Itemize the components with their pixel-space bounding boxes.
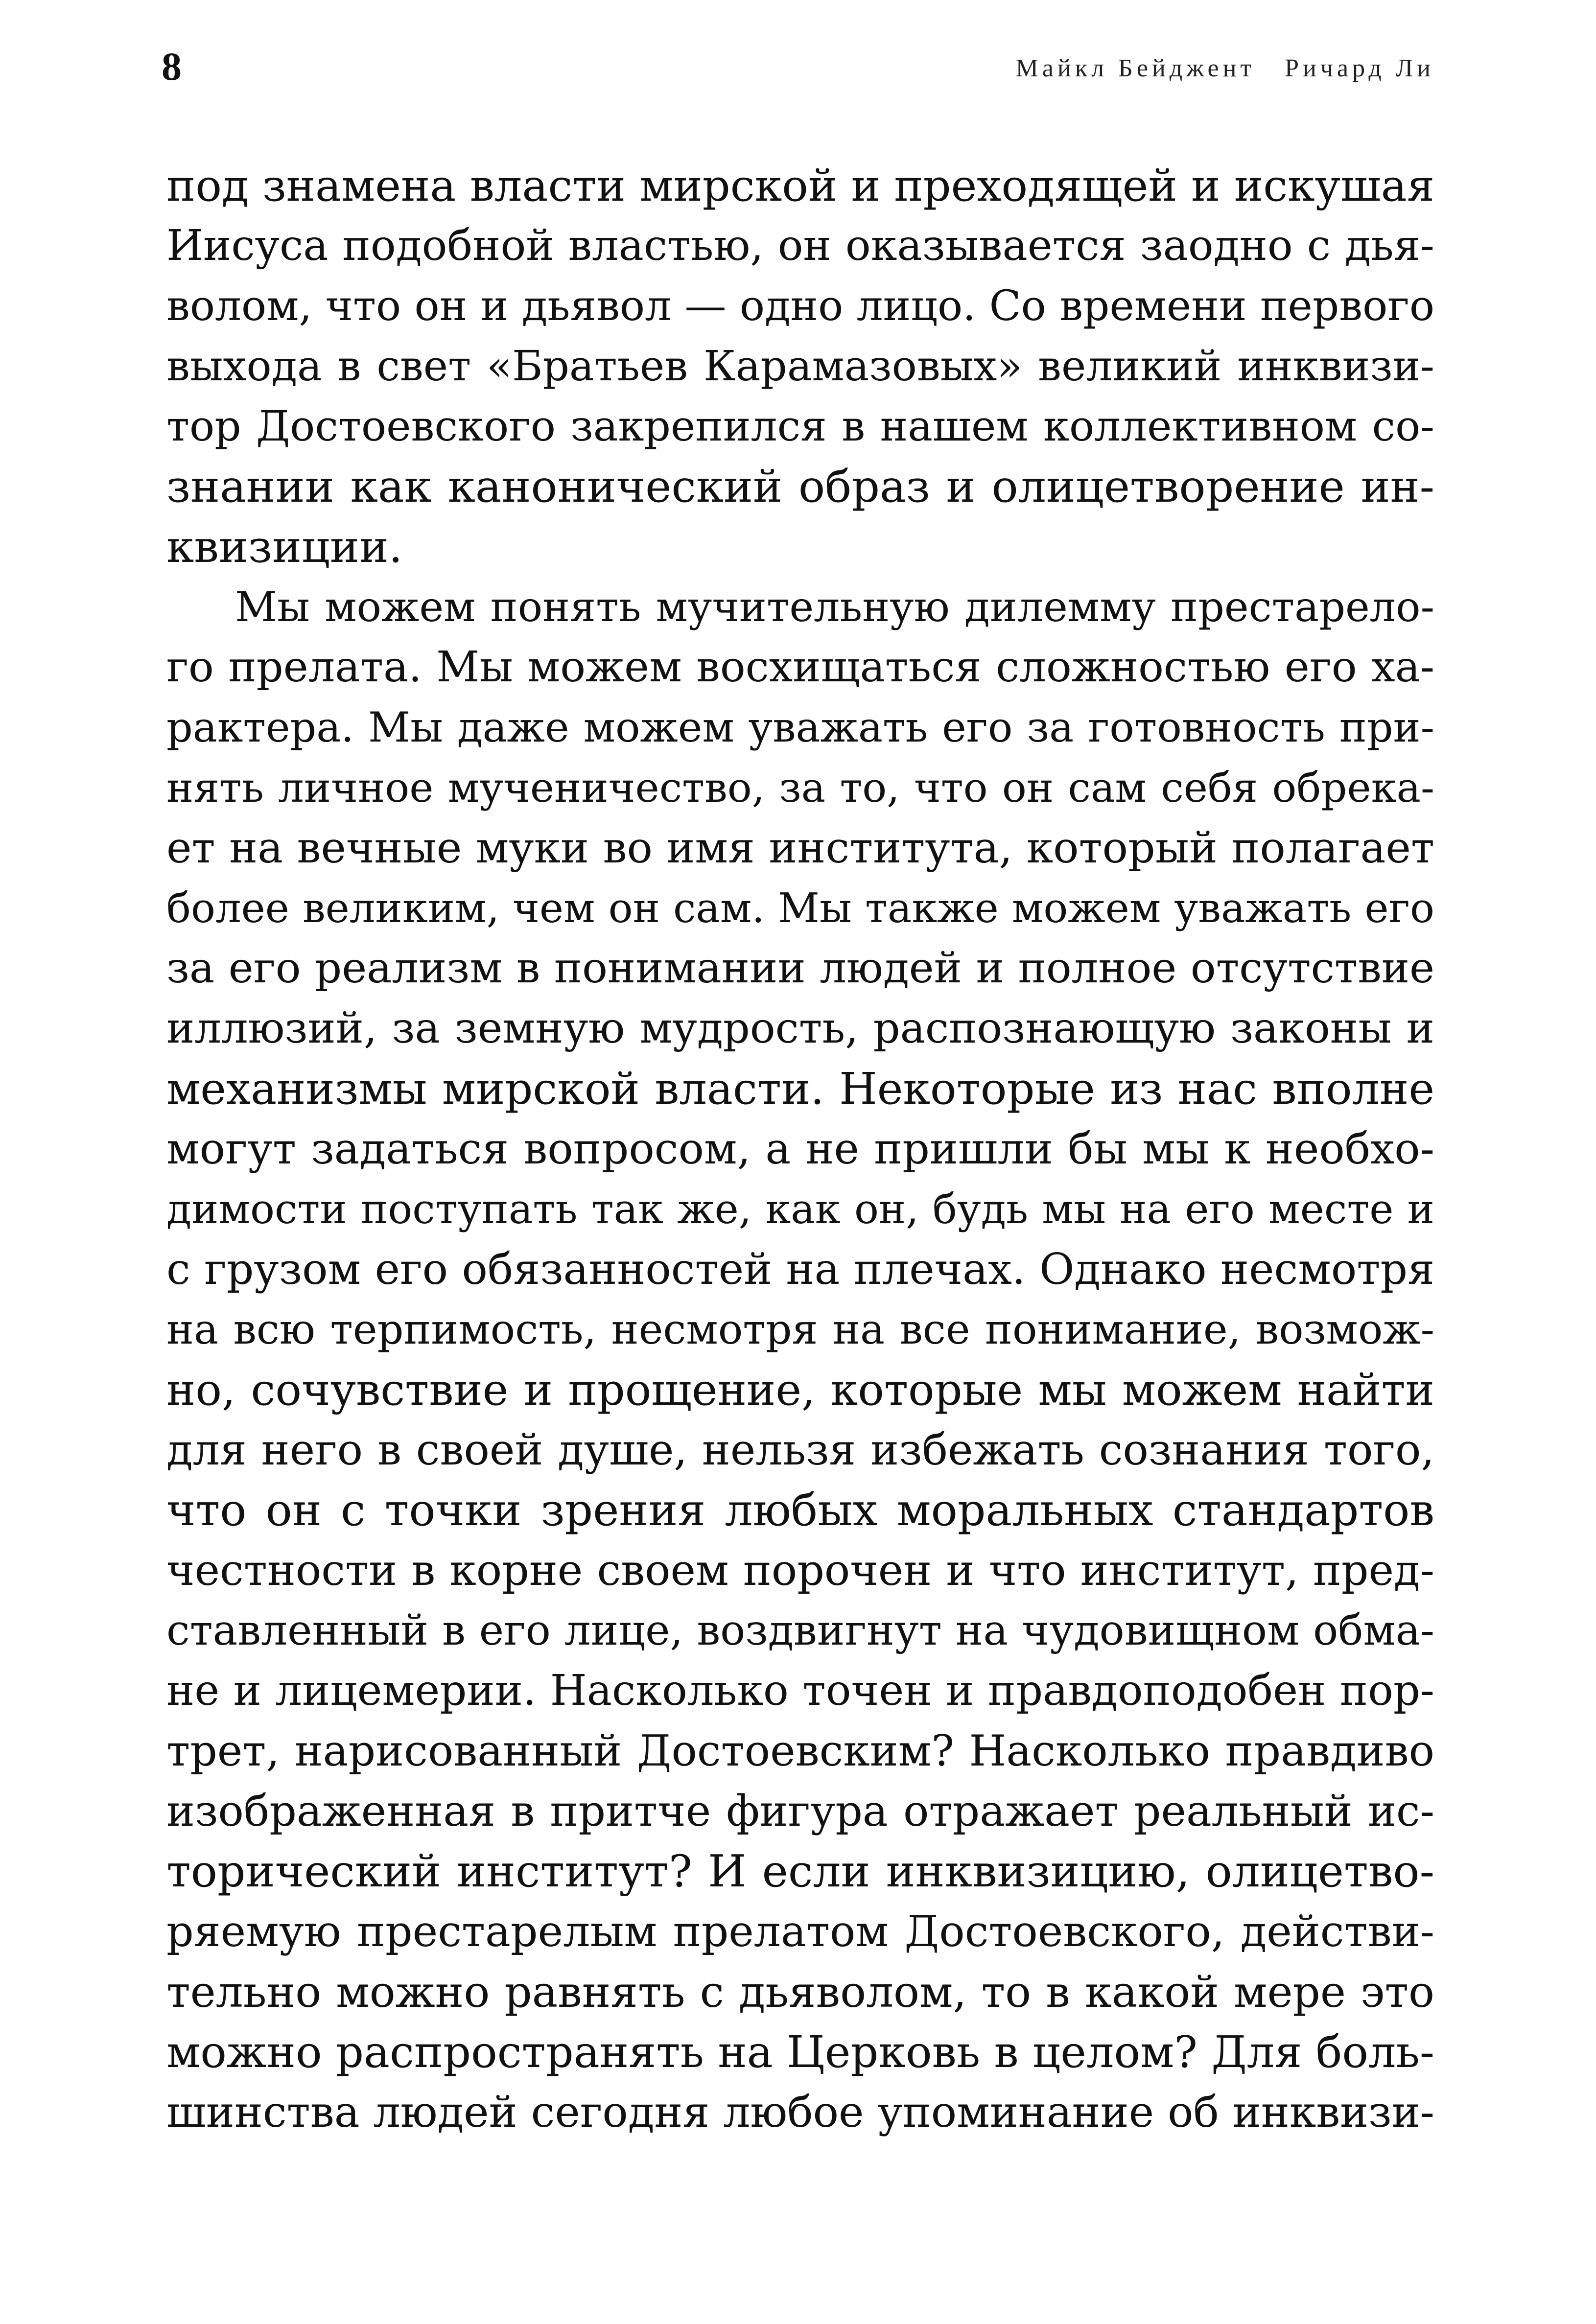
author-2: Ричард Ли (1285, 54, 1434, 82)
text-line: нять личное мученичество, за то, что он сам себя обрека- (166, 764, 1434, 812)
text-line: Иисуса подобной властью, он оказывается заодно с дья- (166, 221, 1434, 270)
text-line: тельно можно равнять с дьяволом, то в какой мере это (166, 1967, 1434, 2017)
text-line: тор Достоевского закрепился в нашем коллективном со- (166, 402, 1434, 451)
text-line: ряемую престарелым прелатом Достоевского, действи- (166, 1906, 1434, 1956)
text-line: более великим, чем он сам. Мы также можем уважать его (166, 884, 1434, 932)
paragraph-1 (166, 156, 1434, 577)
text-line: не и лицемерии. Насколько точен и правдоподобен пор- (166, 1666, 1434, 1715)
text-line: иллюзий, за земную мудрость, распознающую законы и (166, 1004, 1434, 1053)
text-line: на всю терпимость, несмотря на все понимание, возмож- (166, 1305, 1434, 1353)
text-line: волом, что он и дьявол — одно лицо. Со времени первого (166, 282, 1434, 330)
paragraph-2 (166, 577, 1434, 2142)
text-line: под знамена власти мирской и преходящей и искушая (166, 160, 1434, 211)
text-line: для него в своей душе, нельзя избежать сознания того, (166, 1425, 1434, 1475)
text-line: торический институт? И если инквизицию, олицетво- (166, 1846, 1434, 1897)
text-line: шинства людей сегодня любое упоминание об инквизи- (166, 2087, 1434, 2137)
text-line: механизмы мирской власти. Некоторые из нас вполне (166, 1063, 1434, 1114)
text-line: ставленный в его лице, воздвигнут на чудовищном обма- (166, 1606, 1434, 1655)
header-authors (1016, 49, 1434, 88)
author-1: Майкл Бейджент (1015, 54, 1256, 82)
text-line: могут задаться вопросом, а не пришли бы мы к необхо- (166, 1124, 1434, 1174)
text-line: Мы можем понять мучительную дилемму престарело- (235, 583, 1434, 631)
text-line: ет на вечные муки во имя института, который полагает (166, 823, 1434, 873)
text-line: квизиции. (166, 521, 403, 573)
body-text (166, 156, 1434, 2142)
running-head (162, 42, 1434, 91)
text-line: рактера. Мы даже можем уважать его за готовность при- (166, 703, 1434, 751)
text-line: го прелата. Мы можем восхищаться сложностью его ха- (166, 643, 1434, 692)
text-line: изображенная в притче фигура отражает реальный ис- (166, 1786, 1434, 1836)
text-line: с грузом его обязанностей на плечах. Однако несмотря (166, 1244, 1434, 1294)
text-line: выхода в свет «Братьев Карамазовых» великий инквизи- (166, 342, 1434, 391)
text-line: знании как канонический образ и олицетворение ин- (166, 461, 1434, 512)
text-line: можно распространять на Церковь в целом? Для боль- (166, 2026, 1434, 2077)
text-line: честности в корне своем порочен и что институт, пред- (166, 1545, 1434, 1595)
text-line: что он с точки зрения любых моральных стандартов (166, 1485, 1434, 1536)
text-line: трет, нарисованный Достоевским? Насколько правдиво (166, 1726, 1434, 1776)
page-number: 8 (162, 44, 182, 89)
text-line: за его реализм в понимании людей и полное отсутствие (166, 944, 1434, 993)
text-line: но, сочувствие и прощение, которые мы можем найти (166, 1364, 1434, 1415)
text-line: димости поступать так же, как он, будь мы на его месте и (166, 1185, 1434, 1233)
